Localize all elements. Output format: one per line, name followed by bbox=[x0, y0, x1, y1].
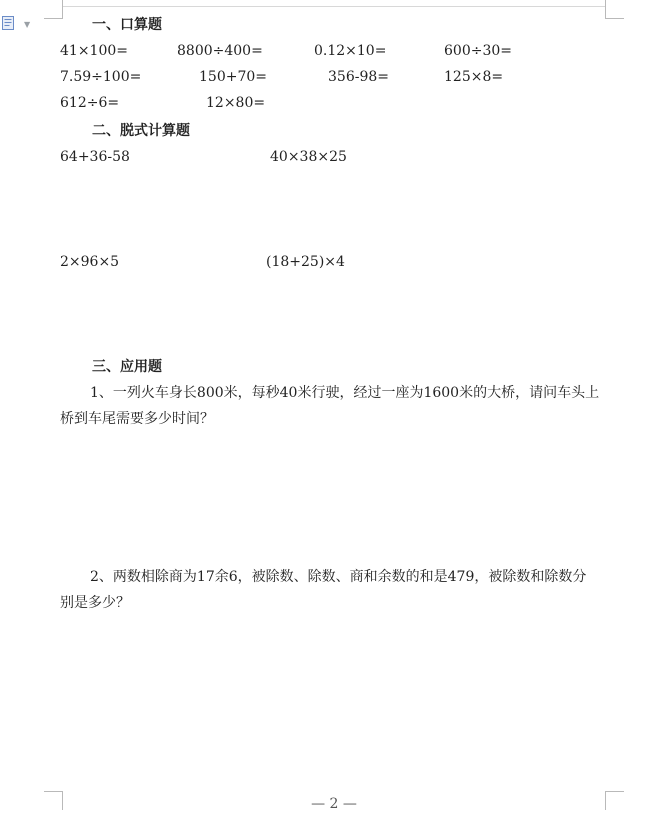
section-title: 一、口算题 bbox=[92, 17, 162, 33]
oral-problem: 7.59÷100= bbox=[60, 69, 142, 85]
oral-problem: 150+70= bbox=[199, 69, 267, 85]
oral-problem: 125×8= bbox=[444, 69, 504, 85]
calc-problem: 40×38×25 bbox=[270, 149, 347, 165]
document-nav-icon[interactable] bbox=[2, 16, 14, 30]
chevron-down-icon[interactable]: ▼ bbox=[24, 20, 31, 29]
crop-mark-top-left bbox=[44, 0, 63, 19]
calc-problem: 2×96×5 bbox=[60, 254, 120, 270]
top-rule bbox=[62, 6, 606, 7]
oral-problem: 0.12×10= bbox=[314, 43, 387, 59]
oral-problem: 612÷6= bbox=[60, 95, 120, 111]
page-number: — 2 — bbox=[311, 796, 357, 812]
oral-problem: 8800÷400= bbox=[177, 43, 263, 59]
section-title: 三、应用题 bbox=[92, 359, 162, 375]
word-problem: 1、一列火车身长800米，每秒40米行驶，经过一座为1600米的大桥，请问车头上桥到车尾需要多少时间？ bbox=[60, 385, 600, 427]
calc-problem: 64+36-58 bbox=[60, 149, 130, 165]
calc-problem: (18+25)×4 bbox=[266, 254, 345, 270]
section-title: 二、脱式计算题 bbox=[92, 123, 190, 139]
oral-problem: 356-98= bbox=[328, 69, 389, 85]
crop-mark-top-right bbox=[605, 0, 624, 19]
oral-problem: 600÷30= bbox=[444, 43, 512, 59]
oral-problem: 12×80= bbox=[206, 95, 266, 111]
oral-problem: 41×100= bbox=[60, 43, 128, 59]
word-problem: 2、两数相除商为17余6，被除数、除数、商和余数的和是479，被除数和除数分别是多少？ bbox=[60, 569, 587, 611]
